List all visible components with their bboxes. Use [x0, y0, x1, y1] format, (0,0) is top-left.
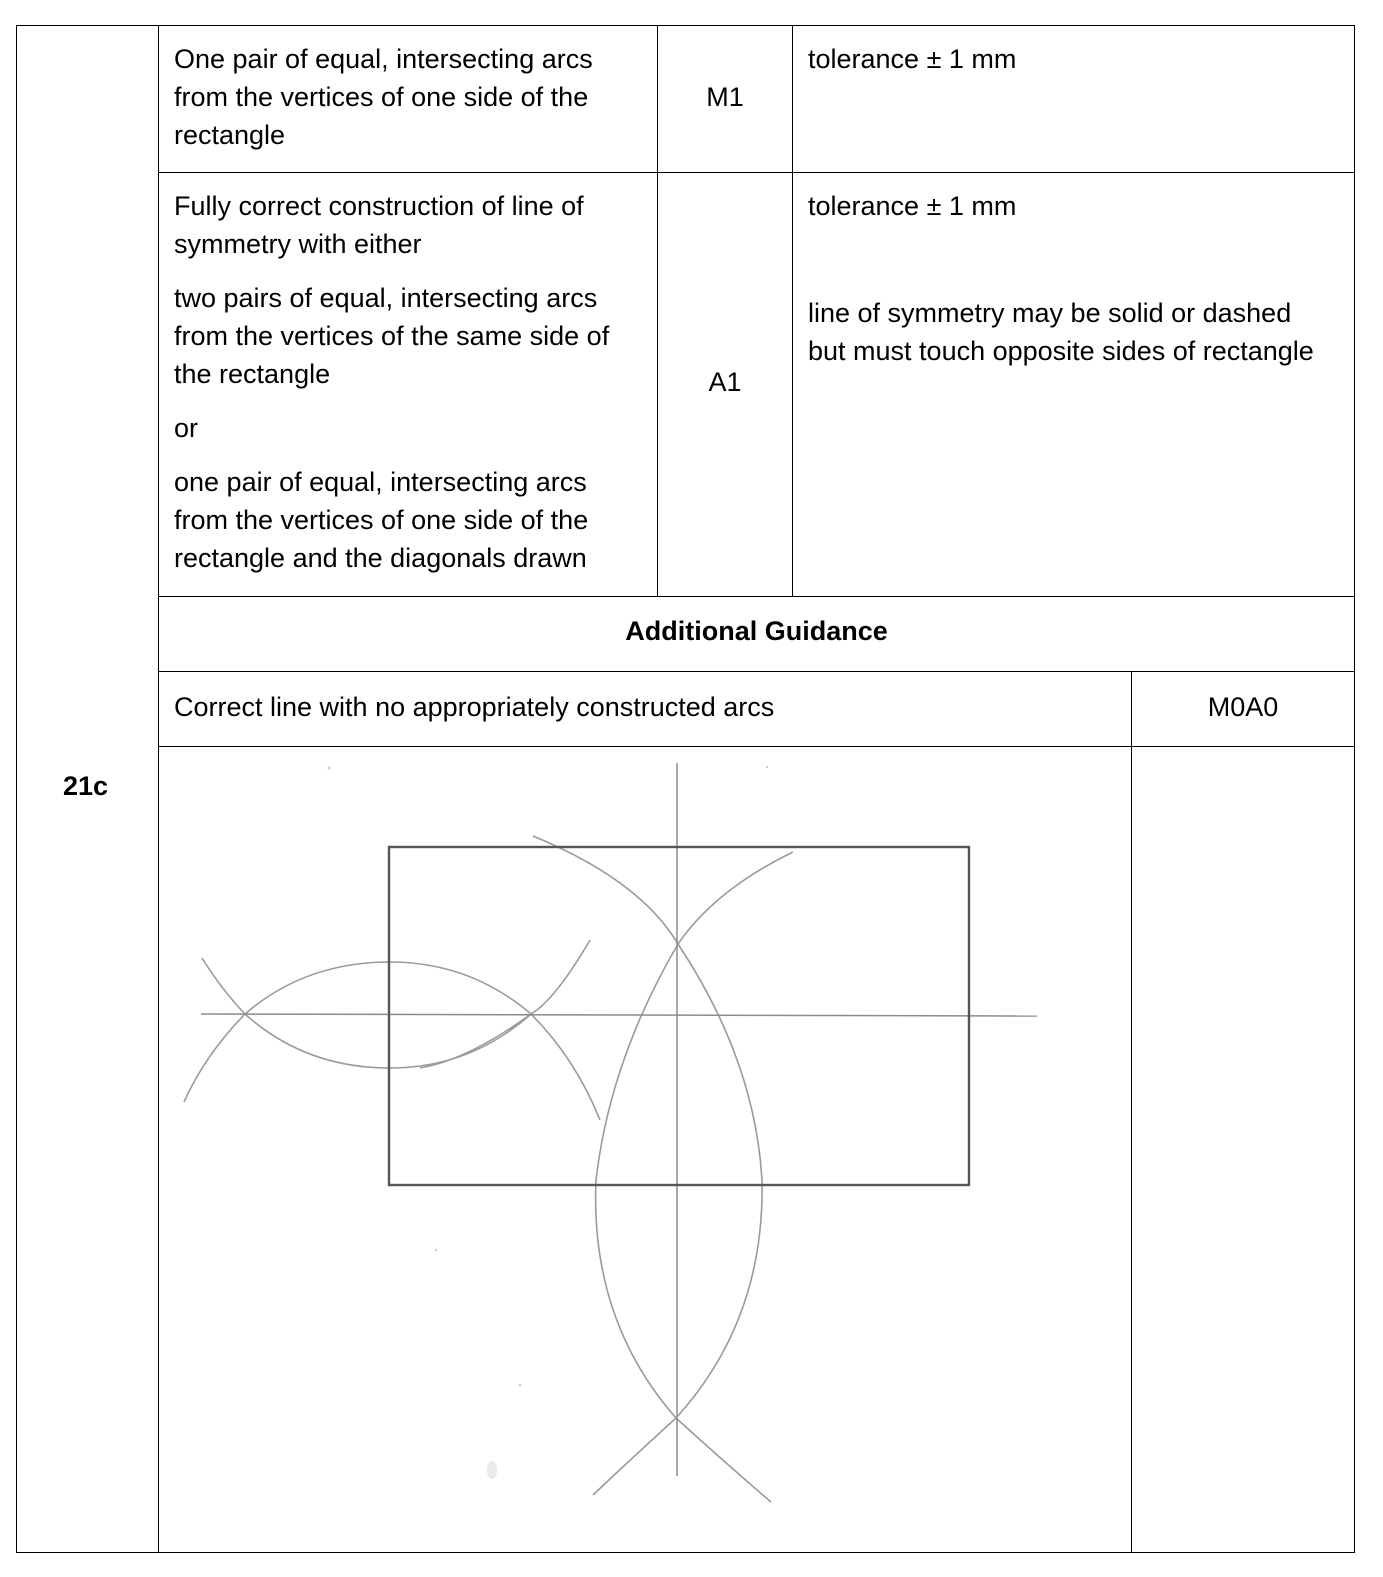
criterion-2-intro-line: symmetry with either	[174, 229, 422, 259]
criterion-2-intro-line: Fully correct construction of line of	[174, 191, 584, 221]
criterion-1-line: One pair of equal, intersecting arcs	[174, 44, 593, 74]
option-1-line: two pairs of equal, intersecting arcs	[174, 283, 598, 313]
row-divider-3	[158, 671, 1355, 672]
comment-2-line: but must touch opposite sides of rectangle	[808, 336, 1314, 366]
comment-2-line-of-symmetry	[808, 294, 1314, 370]
symmetry-lines	[201, 763, 1037, 1476]
mark-a1: A1	[708, 367, 742, 397]
question-column-divider	[158, 25, 159, 1553]
table-border-top	[16, 25, 1355, 26]
guidance-mark-divider	[1131, 671, 1132, 1553]
paper-specks	[328, 766, 769, 1479]
criterion-2-option-1	[174, 279, 609, 393]
criterion-1-line: from the vertices of one side of the	[174, 82, 589, 112]
question-number: 21c	[63, 771, 109, 801]
additional-guidance-heading: Additional Guidance	[625, 616, 888, 646]
option-2-line: rectangle and the diagonals drawn	[174, 543, 587, 573]
table-border-bottom	[16, 1552, 1355, 1553]
horizontal-symmetry-line	[201, 1014, 1037, 1016]
left-arc-outer-left	[184, 958, 245, 1102]
row-divider-2	[158, 596, 1355, 597]
comment-2-line: line of symmetry may be solid or dashed	[808, 298, 1292, 328]
far-left-arc	[531, 1014, 600, 1120]
table-border-right	[1354, 25, 1355, 1553]
guidance-example-description: Correct line with no appropriately constructed arcs	[174, 692, 775, 722]
row-divider-1	[158, 172, 1355, 173]
student-construction-sketch	[160, 750, 1130, 1550]
criterion-1-line: rectangle	[174, 120, 286, 150]
criterion-2-intro	[174, 187, 584, 263]
option-1-line: from the vertices of the same side of	[174, 321, 610, 351]
mark-m1: M1	[706, 82, 744, 112]
option-2-line: from the vertices of one side of the	[174, 505, 589, 535]
table-border-left	[16, 25, 17, 1553]
criterion-2-or: or	[174, 413, 199, 443]
criterion-1	[174, 40, 593, 154]
row-divider-4	[158, 746, 1355, 747]
comment-2-tolerance: tolerance ± 1 mm	[808, 191, 1017, 221]
comment-1: tolerance ± 1 mm	[808, 44, 1017, 74]
construction-arcs	[184, 836, 793, 1502]
left-arc-outer-right	[420, 940, 590, 1068]
option-1-line: the rectangle	[174, 359, 331, 389]
criterion-2-option-2	[174, 463, 588, 577]
guidance-example-mark: M0A0	[1207, 692, 1279, 722]
option-2-line: one pair of equal, intersecting arcs	[174, 467, 587, 497]
mark-column-right-divider	[792, 25, 793, 597]
vertical-arc-left	[533, 836, 678, 1495]
vertical-arc-right	[676, 852, 793, 1502]
